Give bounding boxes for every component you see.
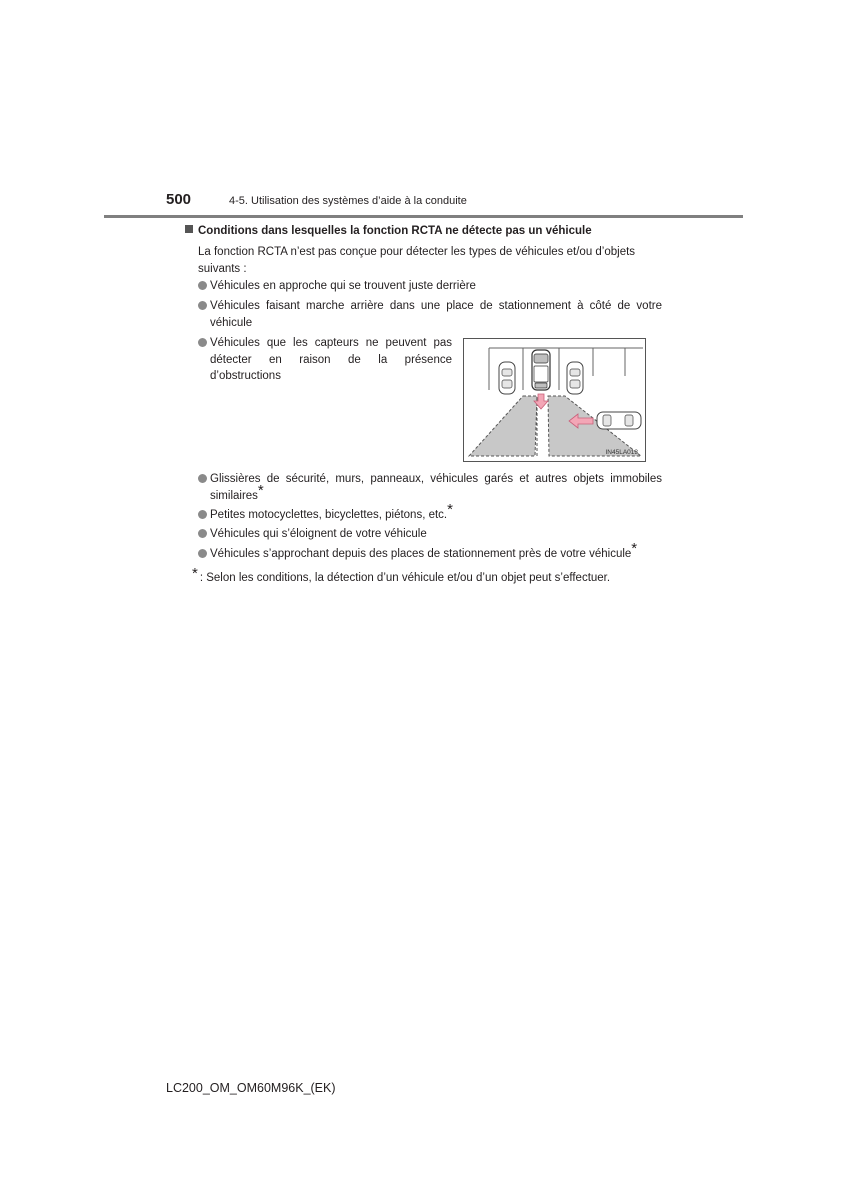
square-bullet-icon [185,225,193,233]
list-item-text: Véhicules faisant marche arrière dans une place de stationnement à côté de votre véhicule [210,300,662,329]
heading-text: Conditions dans lesquelles la fonction RCTA ne détecte pas un véhicule [198,225,592,237]
footnote-marker: * [257,481,264,499]
list-item [198,540,668,563]
list-item-text: Petites motocyclettes, bicyclettes, piétons, etc. [210,509,448,521]
document-code: LC200_OM_OM60M96K_(EK) [166,1081,336,1095]
list-item [198,526,662,543]
rcta-illustration [463,338,646,462]
list-item-text: Véhicules en approche qui se trouvent juste derrière [210,280,476,292]
list-item-text: Véhicules qui s’éloignent de votre véhicule [210,528,427,540]
bullet-icon [198,549,207,558]
bullet-icon [198,510,207,519]
bullet-icon [198,529,207,538]
own-vehicle-icon [532,350,550,390]
list-item [198,298,662,331]
page-number: 500 [166,191,192,208]
list-item-text: Glissières de sécurité, murs, panneaux, véhicules garés et autres objets immobiles similaires [210,473,662,502]
parked-car-right-icon [567,362,583,394]
list-item-text: Véhicules s’approchant depuis des places de stationnement près de votre véhicule [210,548,632,560]
list-item [198,278,662,295]
footnote [192,565,611,585]
footnote-star: * [192,565,198,582]
list-item-text: Véhicules que les capteurs ne peuvent pas détecter en raison de la présence d’obstructions [210,337,452,382]
bullet-icon [198,338,207,347]
list-item [198,335,452,385]
bullet-icon [198,281,207,290]
section-heading [185,225,592,237]
header-divider [104,215,743,218]
bullet-icon [198,301,207,310]
footnote-text: : Selon les conditions, la détection d’un véhicule et/ou d’un objet peut s’effectuer. [199,572,611,584]
section-title: 4-5. Utilisation des systèmes d’aide à la conduite [229,195,467,207]
parked-car-left-icon [499,362,515,394]
list-item [198,471,662,504]
figure-code: IN45LA013 [605,449,638,456]
list-item [198,501,662,524]
bullet-icon [198,474,207,483]
approaching-car-icon [597,412,641,429]
footnote-marker: * [447,501,453,518]
intro-paragraph: La fonction RCTA n’est pas conçue pour détecter les types de véhicules et/ou d’objets suivants : [198,246,636,275]
footnote-marker: * [631,540,638,557]
